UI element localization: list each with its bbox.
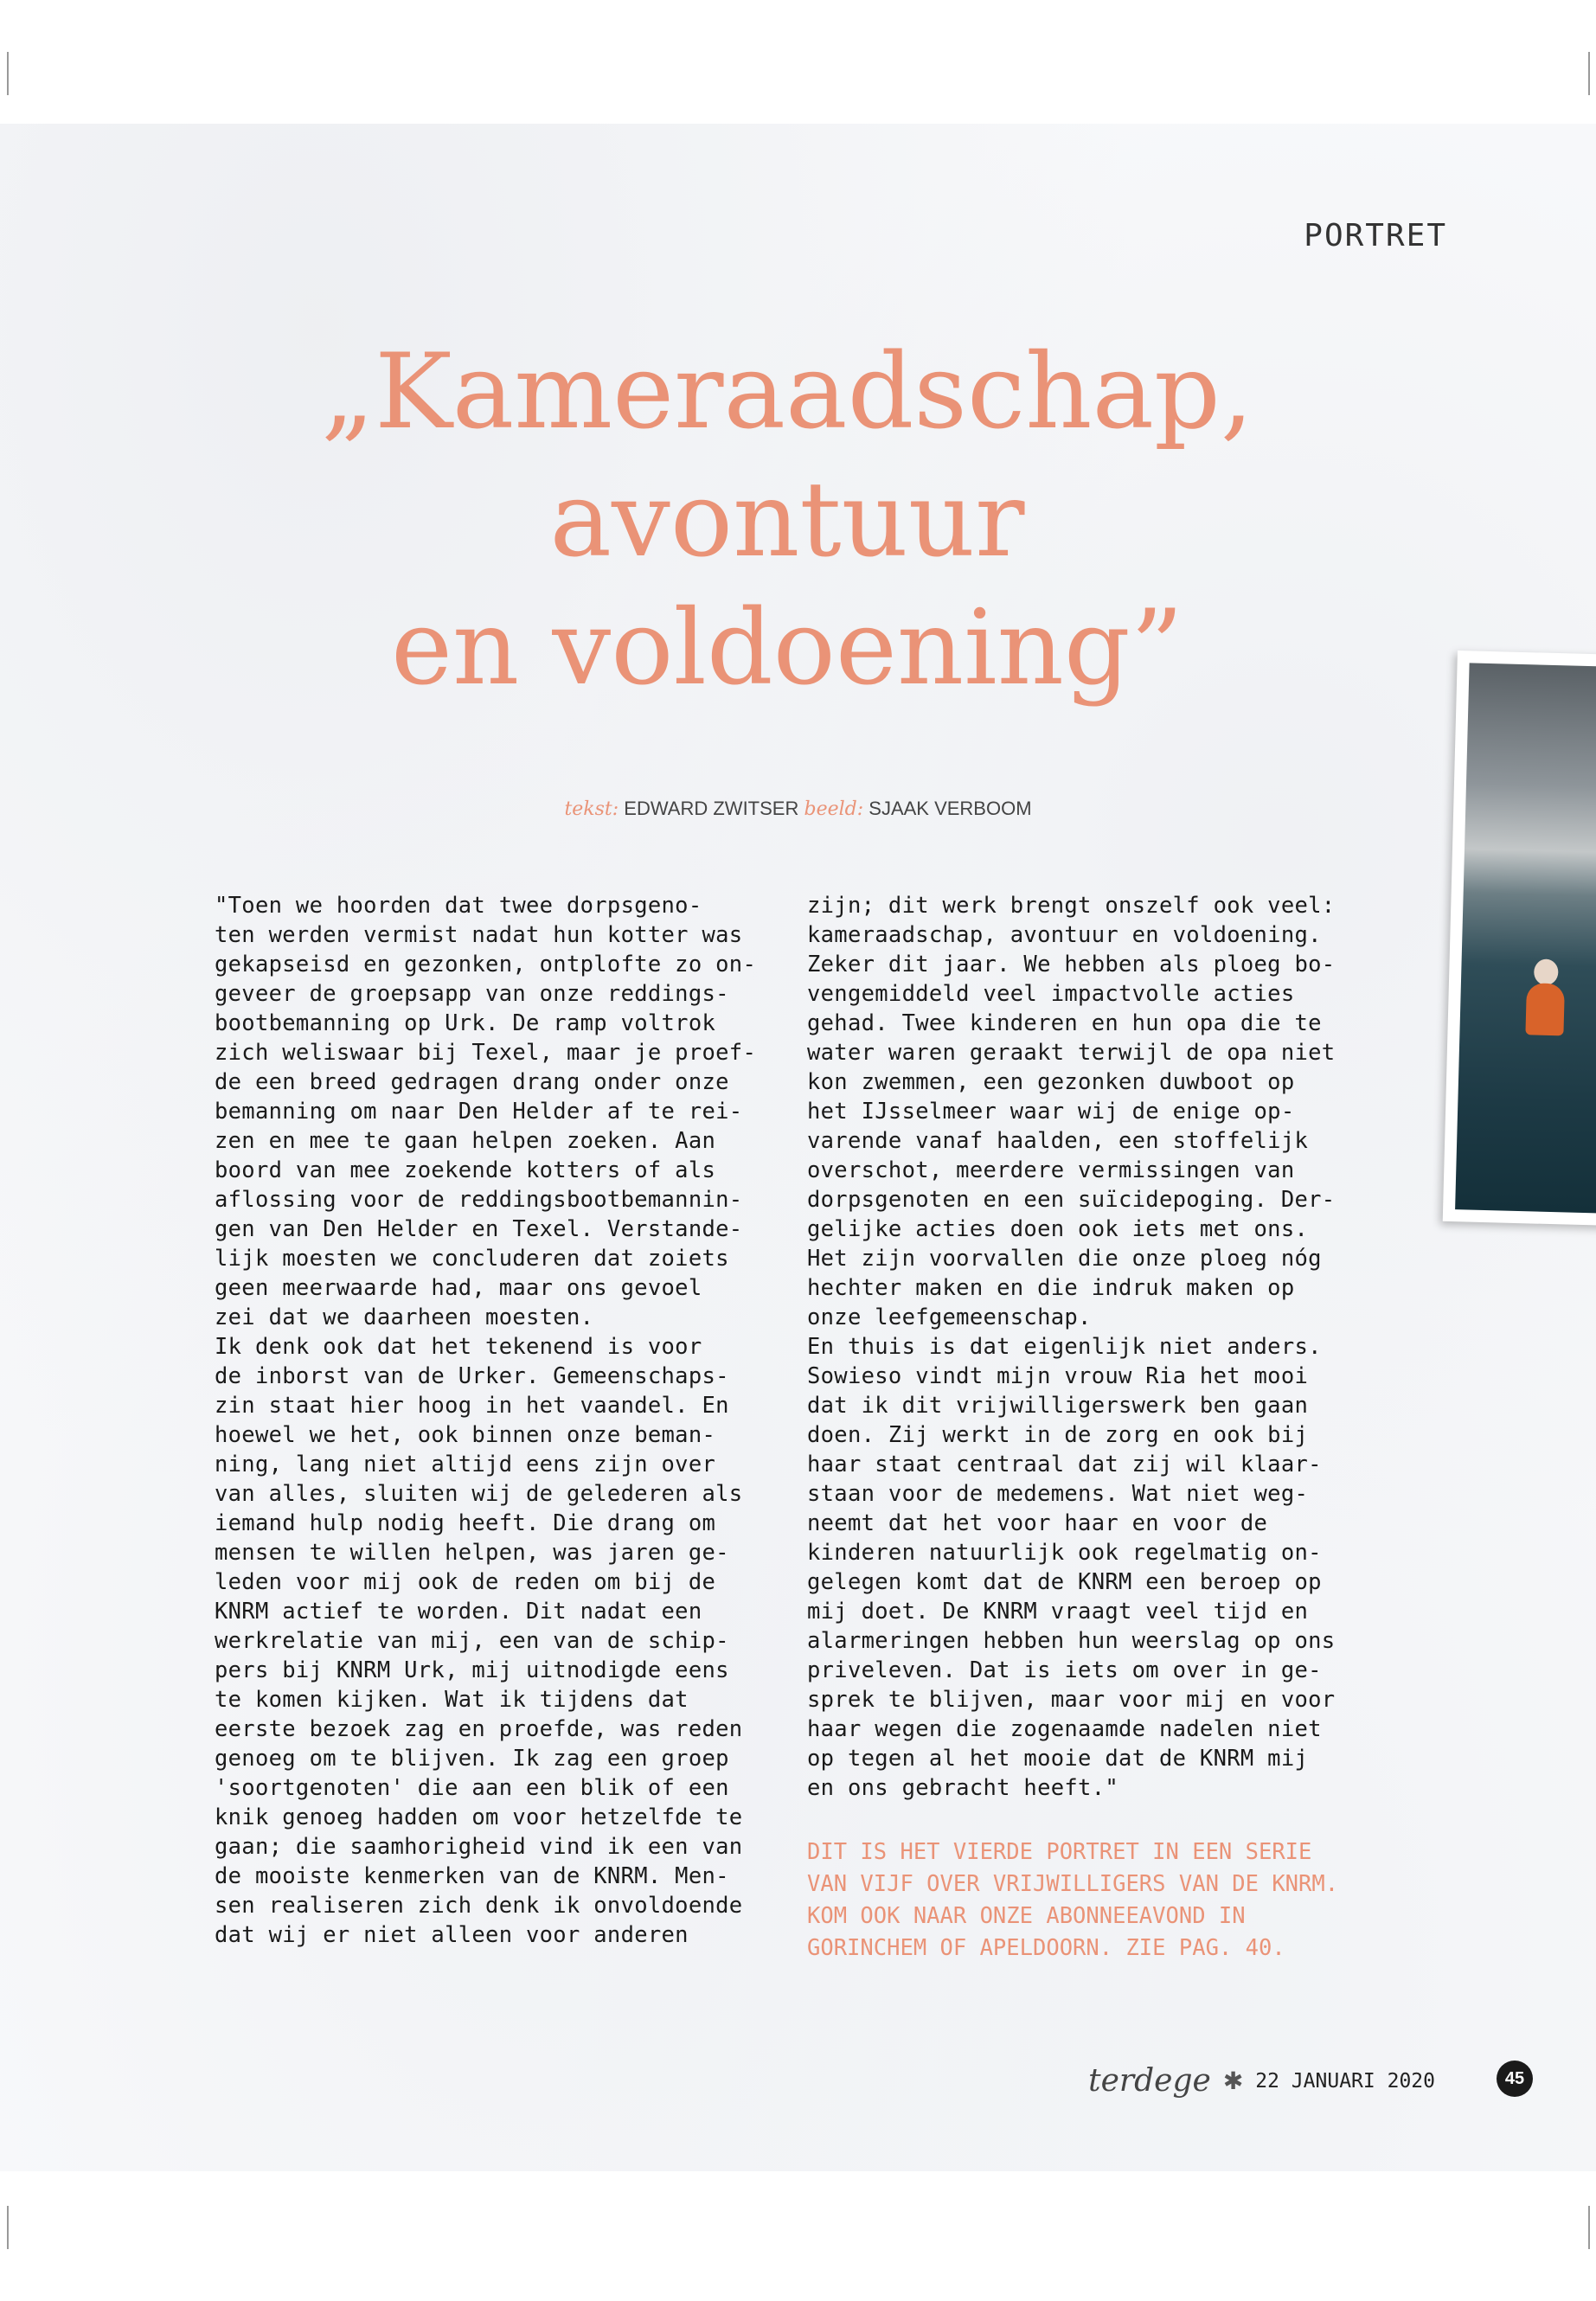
headline: „Kameraadschap, avontuur en voldoening”	[320, 332, 1253, 708]
crop-mark	[1588, 52, 1590, 95]
photo	[1443, 651, 1596, 1226]
credit-image-author: SJAAK VERBOOM	[869, 798, 1032, 819]
magazine-brand: terdege	[1088, 2063, 1211, 2099]
section-label: PORTRET	[1304, 218, 1447, 253]
crop-mark	[7, 52, 9, 95]
crop-mark	[7, 2206, 9, 2249]
footer	[1088, 2063, 1435, 2099]
article-column-2: zijn; dit werk brengt onszelf ook veel: kameraadschap, avontuur en voldoening. Zeker dit jaar. We hebben als ploeg bo- vengemiddeld veel impactvolle acties gehad. Twee kinderen en hun opa die te water waren geraakt terwijl de opa niet kon zwemmen, een gezonken duwboot op het IJsselmeer waar wij de enige op- varende vanaf haalden, een stoffelijk overschot, meerdere vermissingen van dorpsgenoten en een suïcidepoging. Der- gelijke acties doen ook iets met ons. Het zijn voorvallen die onze ploeg nóg hechter maken en die indruk maken op onze leefgemeenschap. En thuis is dat eigenlijk niet anders. Sowieso vindt mijn vrouw Ria het mooi dat ik dit vrijwilligerswerk ben gaan doen. Zij werkt in de zorg en ook bij haar staat centraal dat zij wil klaar- staan voor de medemens. Wat niet weg- neemt dat het voor haar en voor de kinderen natuurlijk ook regelmatig on- gelegen komt dat de KNRM een beroep op mij doet. De KNRM vraagt veel tijd en alarmeringen hebben hun weerslag op ons priveleven. Dat is iets om over in ge- sprek te blijven, maar voor mij en voor haar wegen die zogenaamde nadelen niet op tegen al het mooie dat de KNRM mij en ons gebracht heeft."	[807, 893, 1336, 1801]
photo-person-head	[1534, 958, 1559, 985]
credit-text-label: tekst:	[564, 798, 619, 820]
series-note: DIT IS HET VIERDE PORTRET IN EEN SERIE VAN VIJF OVER VRIJWILLIGERS VAN DE KNRM. KOM OOK NAAR ONZE ABONNEEAVOND IN GORINCHEM OF APELDOORN. ZIE PAG. 40.	[807, 1839, 1339, 1961]
credit-image-label: beeld:	[804, 798, 864, 820]
photo-person	[1525, 983, 1565, 1035]
issue-date: 22 JANUARI 2020	[1255, 2069, 1435, 2093]
crop-mark	[1588, 2206, 1590, 2249]
star-icon: ✱	[1222, 2067, 1244, 2094]
photo-image	[1455, 663, 1596, 1214]
credit-text-author: EDWARD ZWITSER	[624, 798, 799, 819]
article-column-1: "Toen we hoorden dat twee dorpsgeno- ten werden vermist nadat hun kotter was gekapseisd en gezonken, ontplofte zo on- geveer de groepsapp van onze reddings- bootbemanning op Urk. De ramp voltrok zich weliswaar bij Texel, maar je proef- de een breed gedragen drang onder onze bemanning om naar Den Helder af te rei- zen en mee te gaan helpen zoeken. Aan boord van mee zoekende kotters of als aflossing voor de reddingsbootbemannin- gen van Den Helder en Texel. Verstande- lijk moesten we concluderen dat zoiets geen meerwaarde had, maar ons gevoel zei dat we daarheen moesten. Ik denk ook dat het tekenend is voor de inborst van de Urker. Gemeenschaps- zin staat hier hoog in het vaandel. En hoewel we het, ook binnen onze beman- ning, lang niet altijd eens zijn over van alles, sluiten wij de gelederen als iemand hulp nodig heeft. Die drang om mensen te willen helpen, was jaren ge- leden voor mij ook de reden om bij de KNRM actief te worden. Dit nadat een werkrelatie van mij, een van de schip- pers bij KNRM Urk, mij uitnodigde eens te komen kijken. Wat ik tijdens dat eerste bezoek zag en proefde, was reden genoeg om te blijven. Ik zag een groep 'soortgenoten' die aan een blik of een knik genoeg hadden om voor hetzelfde te gaan; die saamhorigheid vind ik een van de mooiste kenmerken van de KNRM. Men- sen realiseren zich denk ik onvoldoende dat wij er niet alleen voor anderen	[215, 893, 757, 1948]
credits	[0, 798, 1596, 820]
page-number: 45	[1497, 2061, 1533, 2097]
